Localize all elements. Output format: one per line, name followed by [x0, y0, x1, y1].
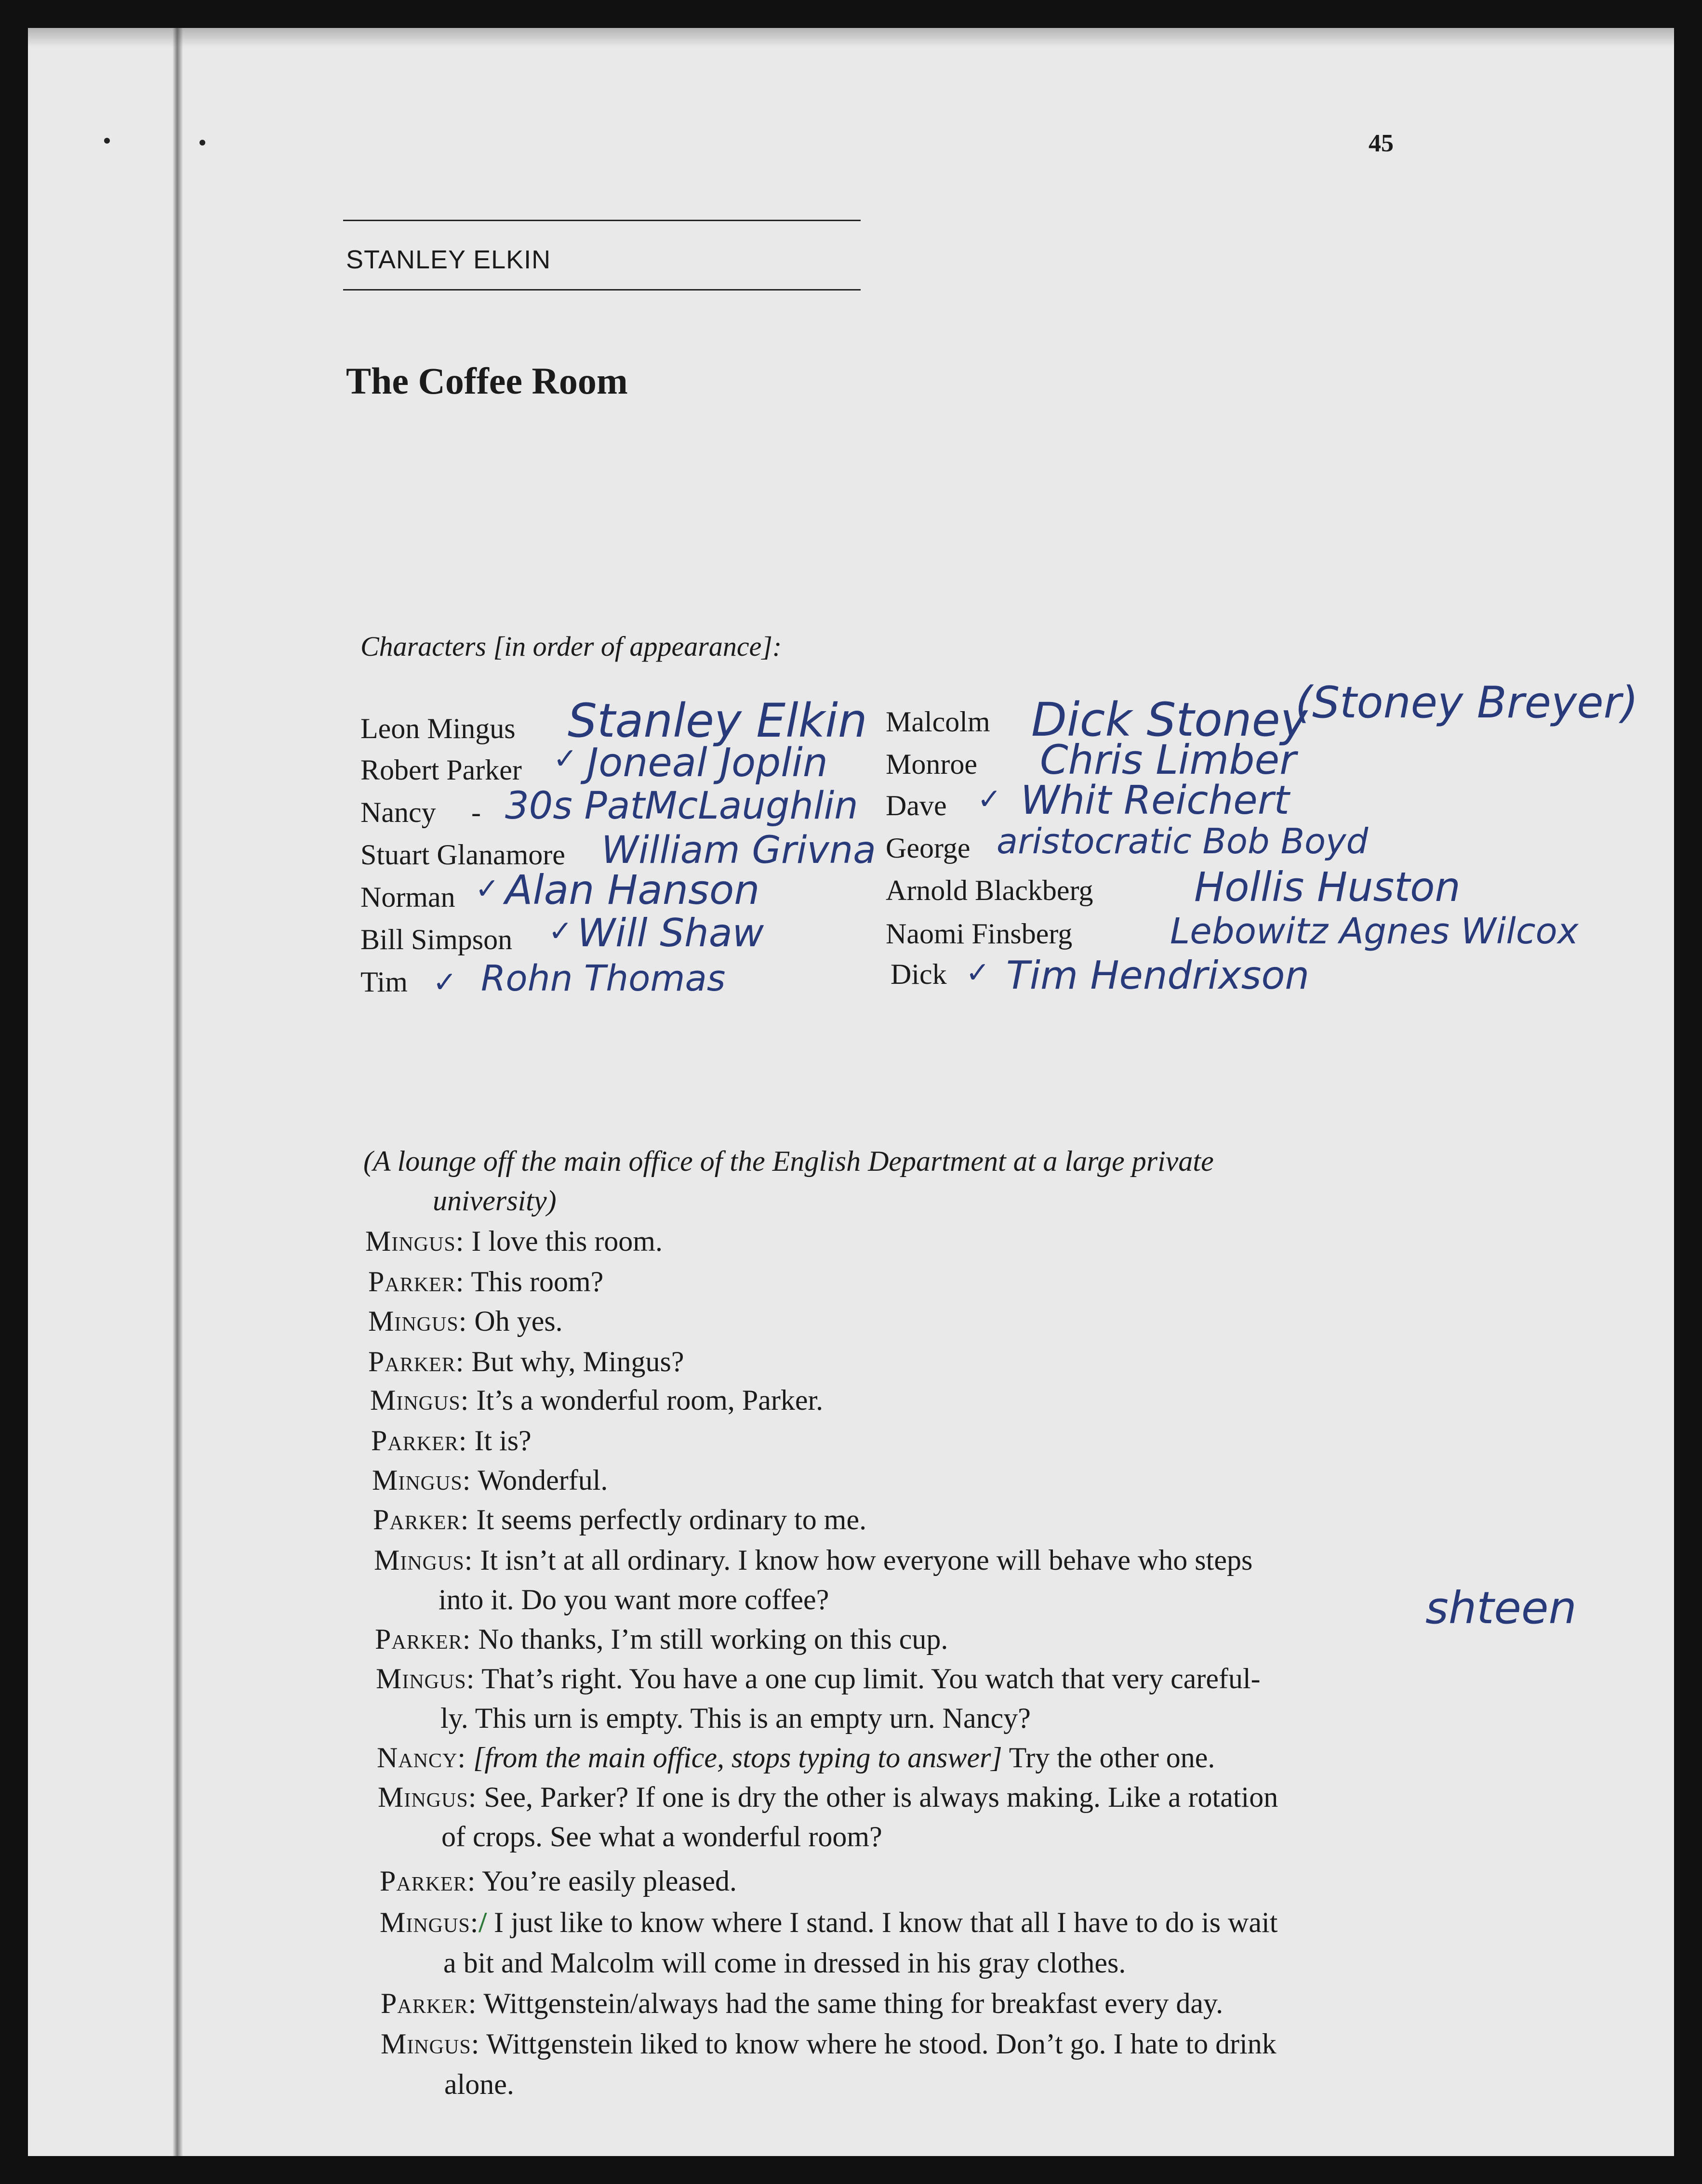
speaker-name: Parker:: [373, 1504, 469, 1535]
cast-name: Bill Simpson: [360, 924, 513, 955]
dialogue-text: No thanks, I’m still working on this cup.: [478, 1623, 948, 1655]
handwritten-actor: Chris Limber: [1040, 736, 1296, 783]
dialogue-text: It is?: [474, 1425, 532, 1456]
dialogue-text: This room?: [471, 1266, 604, 1297]
cast-name: Stuart Glanamore: [360, 839, 565, 871]
dialogue-continuation: of crops. See what a wonderful room?: [441, 1821, 882, 1853]
dialogue-line: [368, 1345, 684, 1378]
handwritten-actor: Lebowitz Agnes Wilcox: [1170, 911, 1579, 952]
handwritten-actor: aristocratic Bob Boyd: [997, 821, 1369, 861]
stage-direction: (A lounge off the main office of the English Department at a large private: [363, 1145, 1214, 1177]
dialogue-continuation: alone.: [444, 2068, 514, 2100]
dialogue-text: I love this room.: [471, 1225, 663, 1257]
dialogue-line: [365, 1225, 663, 1258]
dialogue-text: Oh yes.: [474, 1305, 563, 1337]
dialogue-line: [381, 1987, 1223, 2020]
cast-name: Arnold Blackberg: [886, 874, 1093, 906]
punch-mark: [199, 140, 205, 146]
cast-name: Tim: [360, 966, 408, 998]
document-page: [28, 28, 1674, 2156]
handwritten-actor: Joneal Joplin: [587, 740, 828, 786]
check-mark-icon: ✓: [475, 872, 500, 906]
check-mark-icon: ✓: [553, 742, 578, 776]
cast-name: Monroe: [886, 748, 977, 780]
dialogue-text: See, Parker? If one is dry the other is always making. Like a rotation: [484, 1781, 1278, 1813]
handwritten-actor: William Grivna: [601, 829, 876, 872]
dialogue-line: [371, 1424, 532, 1457]
dialogue-line: [373, 1503, 866, 1536]
cast-name: Malcolm: [886, 706, 990, 738]
speaker-name: Mingus:: [378, 1781, 477, 1813]
speaker-name: Parker:: [371, 1425, 467, 1456]
handwritten-actor: 30s PatMcLaughlin: [505, 784, 858, 828]
check-mark-icon: ✓: [433, 966, 457, 999]
edit-mark: /: [479, 1906, 487, 1938]
dialogue-line: [372, 1464, 608, 1497]
dialogue-line: [381, 2027, 1276, 2061]
dialogue-line: [376, 1662, 1261, 1695]
dialogue-continuation: into it. Do you want more coffee?: [439, 1584, 829, 1615]
speaker-name: Parker:: [380, 1865, 476, 1897]
handwritten-actor: Rohn Thomas: [481, 958, 726, 999]
speaker-name: Mingus:: [381, 2028, 480, 2060]
dialogue-continuation: a bit and Malcolm will come in dressed in his gray clothes.: [443, 1947, 1126, 1979]
rule-bottom: [343, 289, 861, 291]
dialogue-line: [380, 1906, 1277, 1939]
dialogue-line: [374, 1544, 1252, 1577]
dialogue-text: It isn’t at all ordinary. I know how everyone will behave who steps: [480, 1544, 1253, 1576]
handwritten-actor: Dick Stoney: [1031, 693, 1308, 747]
check-mark-icon: ✓: [966, 956, 990, 990]
check-mark-icon: ✓: [977, 782, 1002, 816]
handwritten-actor: Stanley Elkin: [568, 694, 867, 748]
author-name: STANLEY ELKIN: [346, 245, 551, 274]
dialogue-text: But why, Mingus?: [471, 1346, 684, 1377]
speaker-name: Parker:: [368, 1346, 465, 1377]
dialogue-text: I just like to know where I stand. I know that all I have to do is wait: [494, 1906, 1278, 1938]
handwritten-actor: Hollis Huston: [1194, 863, 1461, 911]
speaker-name: Parker:: [381, 1987, 477, 2019]
dialogue-line: [377, 1741, 1215, 1774]
speaker-name: Mingus:: [370, 1384, 469, 1416]
speaker-name: Mingus:: [376, 1663, 475, 1694]
dialogue-line: [370, 1384, 823, 1417]
dialogue-text: Wittgenstein/always had the same thing for breakfast every day.: [483, 1987, 1223, 2019]
rule-top: [343, 220, 861, 221]
speaker-name: Mingus:: [372, 1464, 471, 1496]
cast-name: Robert Parker: [360, 754, 522, 786]
handwritten-actor: Will Shaw: [577, 911, 764, 955]
dialogue-continuation: ly. This urn is empty. This is an empty urn. Nancy?: [440, 1702, 1031, 1734]
dialogue-line: [375, 1623, 948, 1656]
dialogue-text: Wonderful.: [478, 1464, 608, 1496]
speaker-name: Mingus:: [368, 1305, 467, 1337]
dialogue-text: Wittgenstein liked to know where he stood. Don’t go. I hate to drink: [486, 2028, 1276, 2060]
binding-shadow: [173, 28, 183, 2156]
punch-mark: [104, 138, 110, 144]
dash-mark: -: [471, 796, 481, 828]
speaker-name: Mingus:: [374, 1544, 473, 1576]
handwritten-actor: Whit Reichert: [1021, 778, 1290, 823]
dialogue-text: Try the other one.: [1002, 1742, 1215, 1774]
dialogue-line: [380, 1865, 737, 1898]
dialogue-line: [368, 1265, 603, 1298]
stage-direction: university): [433, 1185, 557, 1217]
characters-header: Characters [in order of appearance]:: [360, 631, 782, 662]
speaker-name: Parker:: [375, 1623, 471, 1655]
cast-name: George: [886, 832, 971, 864]
cast-name: Naomi Finsberg: [886, 918, 1073, 950]
cast-name: Leon Mingus: [360, 713, 516, 744]
dialogue-text: It seems perfectly ordinary to me.: [476, 1504, 867, 1535]
speaker-name: Mingus:: [380, 1906, 479, 1938]
stage-note: [from the main office, stops typing to answer]: [473, 1742, 1002, 1774]
speaker-name: Nancy:: [377, 1742, 466, 1774]
dialogue-line: [368, 1305, 563, 1338]
handwritten-actor: Tim Hendrixson: [1006, 953, 1310, 998]
dialogue-text: You’re easily pleased.: [482, 1865, 737, 1897]
cast-name: Dick: [891, 958, 947, 990]
handwritten-note: (Stoney Breyer): [1295, 677, 1638, 728]
cast-name: Norman: [360, 881, 455, 913]
cast-name: Nancy: [360, 796, 436, 828]
dialogue-text: It’s a wonderful room, Parker.: [476, 1384, 824, 1416]
speaker-name: Parker:: [368, 1266, 465, 1297]
dialogue-line: [378, 1781, 1278, 1814]
dialogue-text: That’s right. You have a one cup limit. You watch that very careful-: [481, 1663, 1261, 1694]
handwritten-actor: Alan Hanson: [505, 866, 760, 913]
scan-shadow: [28, 28, 1674, 47]
play-title: The Coffee Room: [346, 360, 628, 402]
margin-note: shteen: [1425, 1582, 1577, 1634]
cast-name: Dave: [886, 790, 947, 821]
check-mark-icon: ✓: [548, 914, 573, 948]
page-number: 45: [1369, 130, 1394, 157]
speaker-name: Mingus:: [365, 1225, 465, 1257]
